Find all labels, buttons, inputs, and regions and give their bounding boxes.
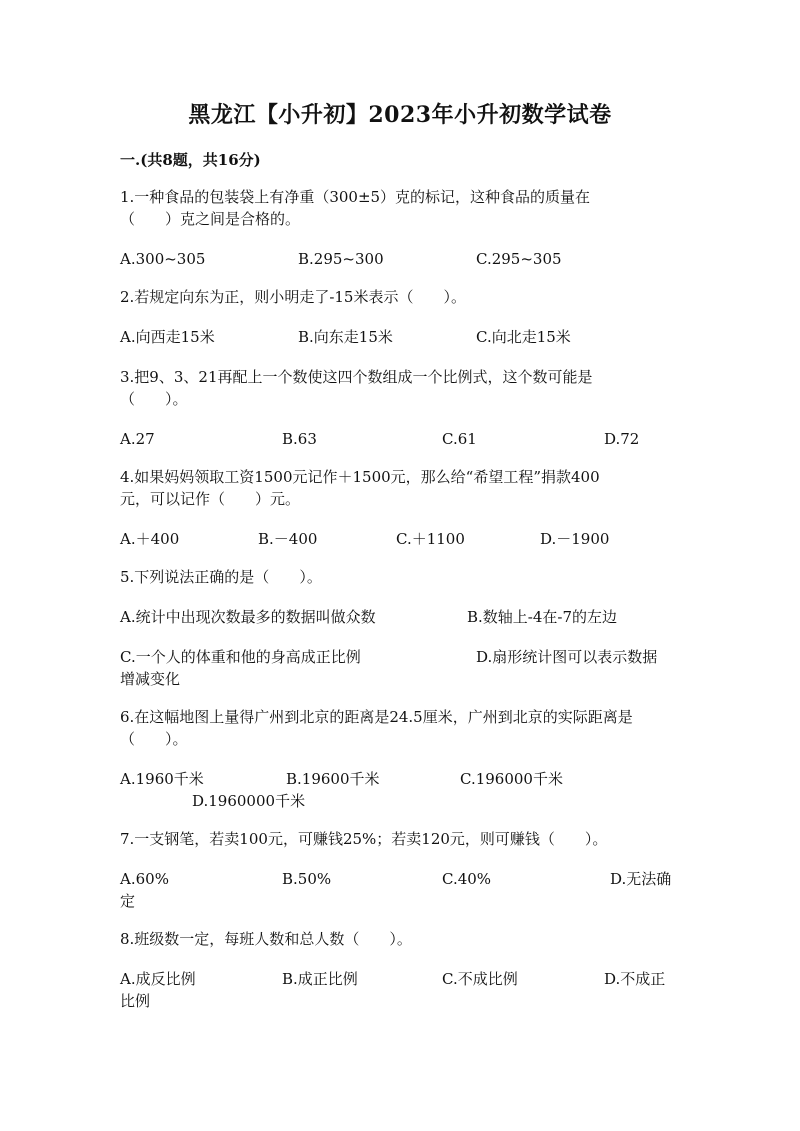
question-7-option-a: A.60% (120, 870, 169, 888)
question-5-option-b: B.数轴上-4在-7的左边 (467, 608, 618, 626)
section-header: 一.(共8题，共16分) (120, 151, 261, 169)
question-8-option-a: A.成反比例 (120, 970, 196, 988)
question-4-option-b: B.－400 (258, 530, 318, 548)
question-4-option-a: A.＋400 (120, 530, 180, 548)
question-8-option-d-wrap: 比例 (120, 992, 151, 1010)
question-5-option-d-wrap: 增减变化 (120, 670, 181, 688)
question-2-text (120, 286, 680, 308)
question-4-text (120, 466, 680, 510)
question-5-option-a: A.统计中出现次数最多的数据叫做众数 (120, 608, 376, 626)
question-7-option-b: B.50% (282, 870, 332, 888)
page-title: 黑龙江【小升初】2023年小升初数学试卷 (188, 102, 612, 128)
question-7-option-d: D.无法确 (610, 870, 672, 888)
question-3-option-a: A.27 (120, 430, 155, 448)
question-6-option-d: D.1960000千米 (192, 792, 306, 810)
question-4-option-d: D.－1900 (540, 530, 610, 548)
question-6-line-2: （ ）。 (120, 730, 188, 748)
question-2-line-1: 2.若规定向东为正，则小明走了-15米表示（ ）。 (120, 288, 466, 306)
question-2-option-b: B.向东走15米 (298, 328, 393, 346)
question-6-text (120, 706, 680, 750)
question-6-option-a: A.1960千米 (120, 770, 204, 788)
question-4-line-1: 4.如果妈妈领取工资1500元记作＋1500元，那么给“希望工程”捐款400 (120, 468, 600, 486)
question-3-line-2: （ ）。 (120, 390, 188, 408)
question-1-line-1: 1.一种食品的包装袋上有净重（300±5）克的标记，这种食品的质量在 (120, 188, 591, 206)
question-3-option-b: B.63 (282, 430, 317, 448)
question-5-text (120, 566, 680, 588)
question-8-text (120, 928, 680, 950)
question-4-option-c: C.＋1100 (396, 530, 465, 548)
question-2-option-c: C.向北走15米 (476, 328, 571, 346)
question-5-option-d: D.扇形统计图可以表示数据 (476, 648, 658, 666)
question-8-option-c: C.不成比例 (442, 970, 518, 988)
question-1-option-a: A.300~305 (120, 250, 206, 268)
question-7-line-1: 7.一支钢笔，若卖100元，可赚钱25%；若卖120元，则可赚钱（ ）。 (120, 830, 608, 848)
question-7-text (120, 828, 680, 850)
question-2-option-a: A.向西走15米 (120, 328, 215, 346)
question-7-option-c: C.40% (442, 870, 492, 888)
question-4-line-2: 元，可以记作（ ）元。 (120, 490, 301, 508)
question-6-option-b: B.19600千米 (286, 770, 380, 788)
question-6-line-1: 6.在这幅地图上量得广州到北京的距离是24.5厘米，广州到北京的实际距离是 (120, 708, 633, 726)
question-3-line-1: 3.把9、3、21再配上一个数使这四个数组成一个比例式，这个数可能是 (120, 368, 593, 386)
question-5-line-1: 5.下列说法正确的是（ ）。 (120, 568, 322, 586)
question-3-option-d: D.72 (604, 430, 640, 448)
question-8-line-1: 8.班级数一定，每班人数和总人数（ ）。 (120, 930, 412, 948)
question-1-option-c: C.295~305 (476, 250, 562, 268)
question-8-option-d: D.不成正 (604, 970, 666, 988)
question-1-text (120, 186, 680, 230)
question-7-option-d-wrap: 定 (120, 892, 136, 910)
question-8-option-b: B.成正比例 (282, 970, 358, 988)
question-1-option-b: B.295~300 (298, 250, 384, 268)
question-3-option-c: C.61 (442, 430, 477, 448)
question-1-line-2: （ ）克之间是合格的。 (120, 210, 301, 228)
question-6-option-c: C.196000千米 (460, 770, 563, 788)
question-3-text (120, 366, 680, 410)
question-5-option-c: C.一个人的体重和他的身高成正比例 (120, 648, 361, 666)
